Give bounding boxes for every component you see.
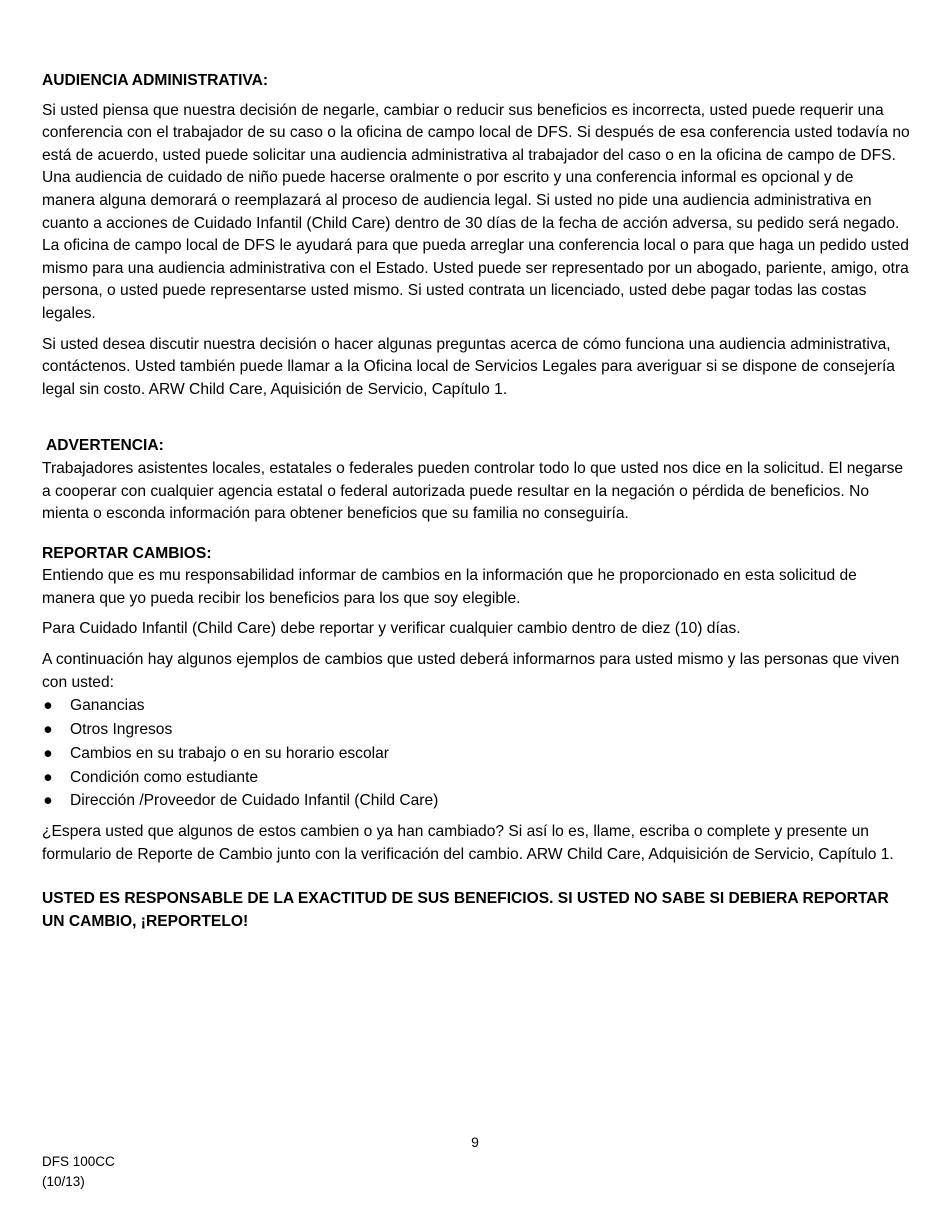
section-spacer (42, 534, 910, 543)
audiencia-paragraph-1: Si usted piensa que nuestra decisión de negarle, cambiar o reducir sus beneficios es incorrecta, usted puede requerir una conferencia con el trabajador de su caso o la oficina de campo local de DFS. Si después de esa conferencia usted todavía no está de acuerdo, usted puede solicitar una audiencia administrativa al trabajador del caso o en la oficina de campo de DFS. Una audiencia de cuidado de niño puede hacerse oralmente o por escrito y una conferencia informal es opcional y de manera alguna demorará o reemplazará al proceso de audiencia legal. Si usted no pide una audiencia administrativa en cuanto a acciones de Cuidado Infantil (Child Care) dentro de 30 días de la fecha de acción adversa, su pedido será negado. La oficina de campo local de DFS le ayudará para que pueda arreglar una conferencia local o para que haga un pedido usted mismo para una audiencia administrativa con el Estado. Usted puede ser representado por un abogado, pariente, amigo, otra persona, o usted puede representarse usted mismo. Si usted contrata un licenciado, usted debe pagar todas las costas legales. (42, 101, 910, 322)
final-notice: USTED ES RESPONSABLE DE LA EXACTITUD DE SUS BENEFICIOS. SI USTED NO SABE SI DEBIERA REPORTAR UN CAMBIO, ¡REPORTELO! (42, 890, 889, 931)
list-item (42, 766, 910, 790)
form-code: DFS 100CC (42, 1154, 115, 1169)
list-item (42, 742, 910, 766)
list-item (42, 789, 910, 813)
advertencia-heading: ADVERTENCIA: (46, 437, 164, 455)
list-item-text: Dirección /Proveedor de Cuidado Infantil (Child Care) (70, 792, 439, 810)
reportar-paragraph-3: A continuación hay algunos ejemplos de cambios que usted deberá informarnos para usted mismo y las personas que viven con usted: (42, 651, 900, 691)
list-item-text: Otros Ingresos (70, 721, 173, 739)
list-item-text: Cambios en su trabajo o en su horario escolar (70, 744, 389, 762)
page-number: 9 (471, 1134, 479, 1150)
bullet-icon: ● (43, 768, 53, 786)
bullet-icon: ● (43, 744, 53, 762)
reportar-paragraph-4: ¿Espera usted que algunos de estos cambien o ya han cambiado? Si así lo es, llame, escriba o complete y presente un formulario de Reporte de Cambio junto con la verificación del cambio. ARW Child Care, Adquisición de Servicio, Capítulo 1. (42, 823, 894, 863)
reportar-heading: REPORTAR CAMBIOS: (42, 544, 212, 562)
audiencia-paragraph-2: Si usted desea discutir nuestra decisión o hacer algunas preguntas acerca de cómo funciona una audiencia administrativa, contáctenos. Usted también puede llamar a la Oficina local de Servicios Legales para averiguar si se dispone de consejería legal sin costo. ARW Child Care, Aquisición de Servicio, Capítulo 1. (42, 335, 895, 398)
audiencia-heading: AUDIENCIA ADMINISTRATIVA: (42, 72, 269, 89)
reportar-paragraph-2: Para Cuidado Infantil (Child Care) debe reportar y verificar cualquier cambio dentro de diez (10) días. (42, 620, 741, 638)
bullet-icon: ● (43, 697, 53, 715)
list-item-text: Ganancias (70, 697, 145, 715)
form-date: (10/13) (42, 1173, 85, 1189)
list-item-text: Condición como estudiante (70, 768, 259, 786)
list-item (42, 694, 910, 718)
section-spacer (42, 409, 910, 435)
document-body (42, 70, 910, 942)
advertencia-paragraph: Trabajadores asistentes locales, estatales o federales pueden controlar todo lo que usted nos dice en la solicitud. El negarse a cooperar con cualquier agencia estatal o federal autorizada puede resultar en la negación o pérdida de beneficios. No mienta o esconda información para obtener beneficios que su familia no conseguiría. (42, 459, 904, 523)
bullet-icon: ● (43, 721, 53, 739)
changes-list (42, 694, 910, 813)
bullet-icon: ● (43, 792, 53, 810)
reportar-paragraph-1: Entiendo que es mu responsabilidad informar de cambios en la información que he proporcionado en esta solicitud de manera que yo pueda recibir los beneficios para los que soy elegible. (42, 567, 857, 607)
list-item (42, 718, 910, 742)
form-identifier (42, 1152, 115, 1191)
